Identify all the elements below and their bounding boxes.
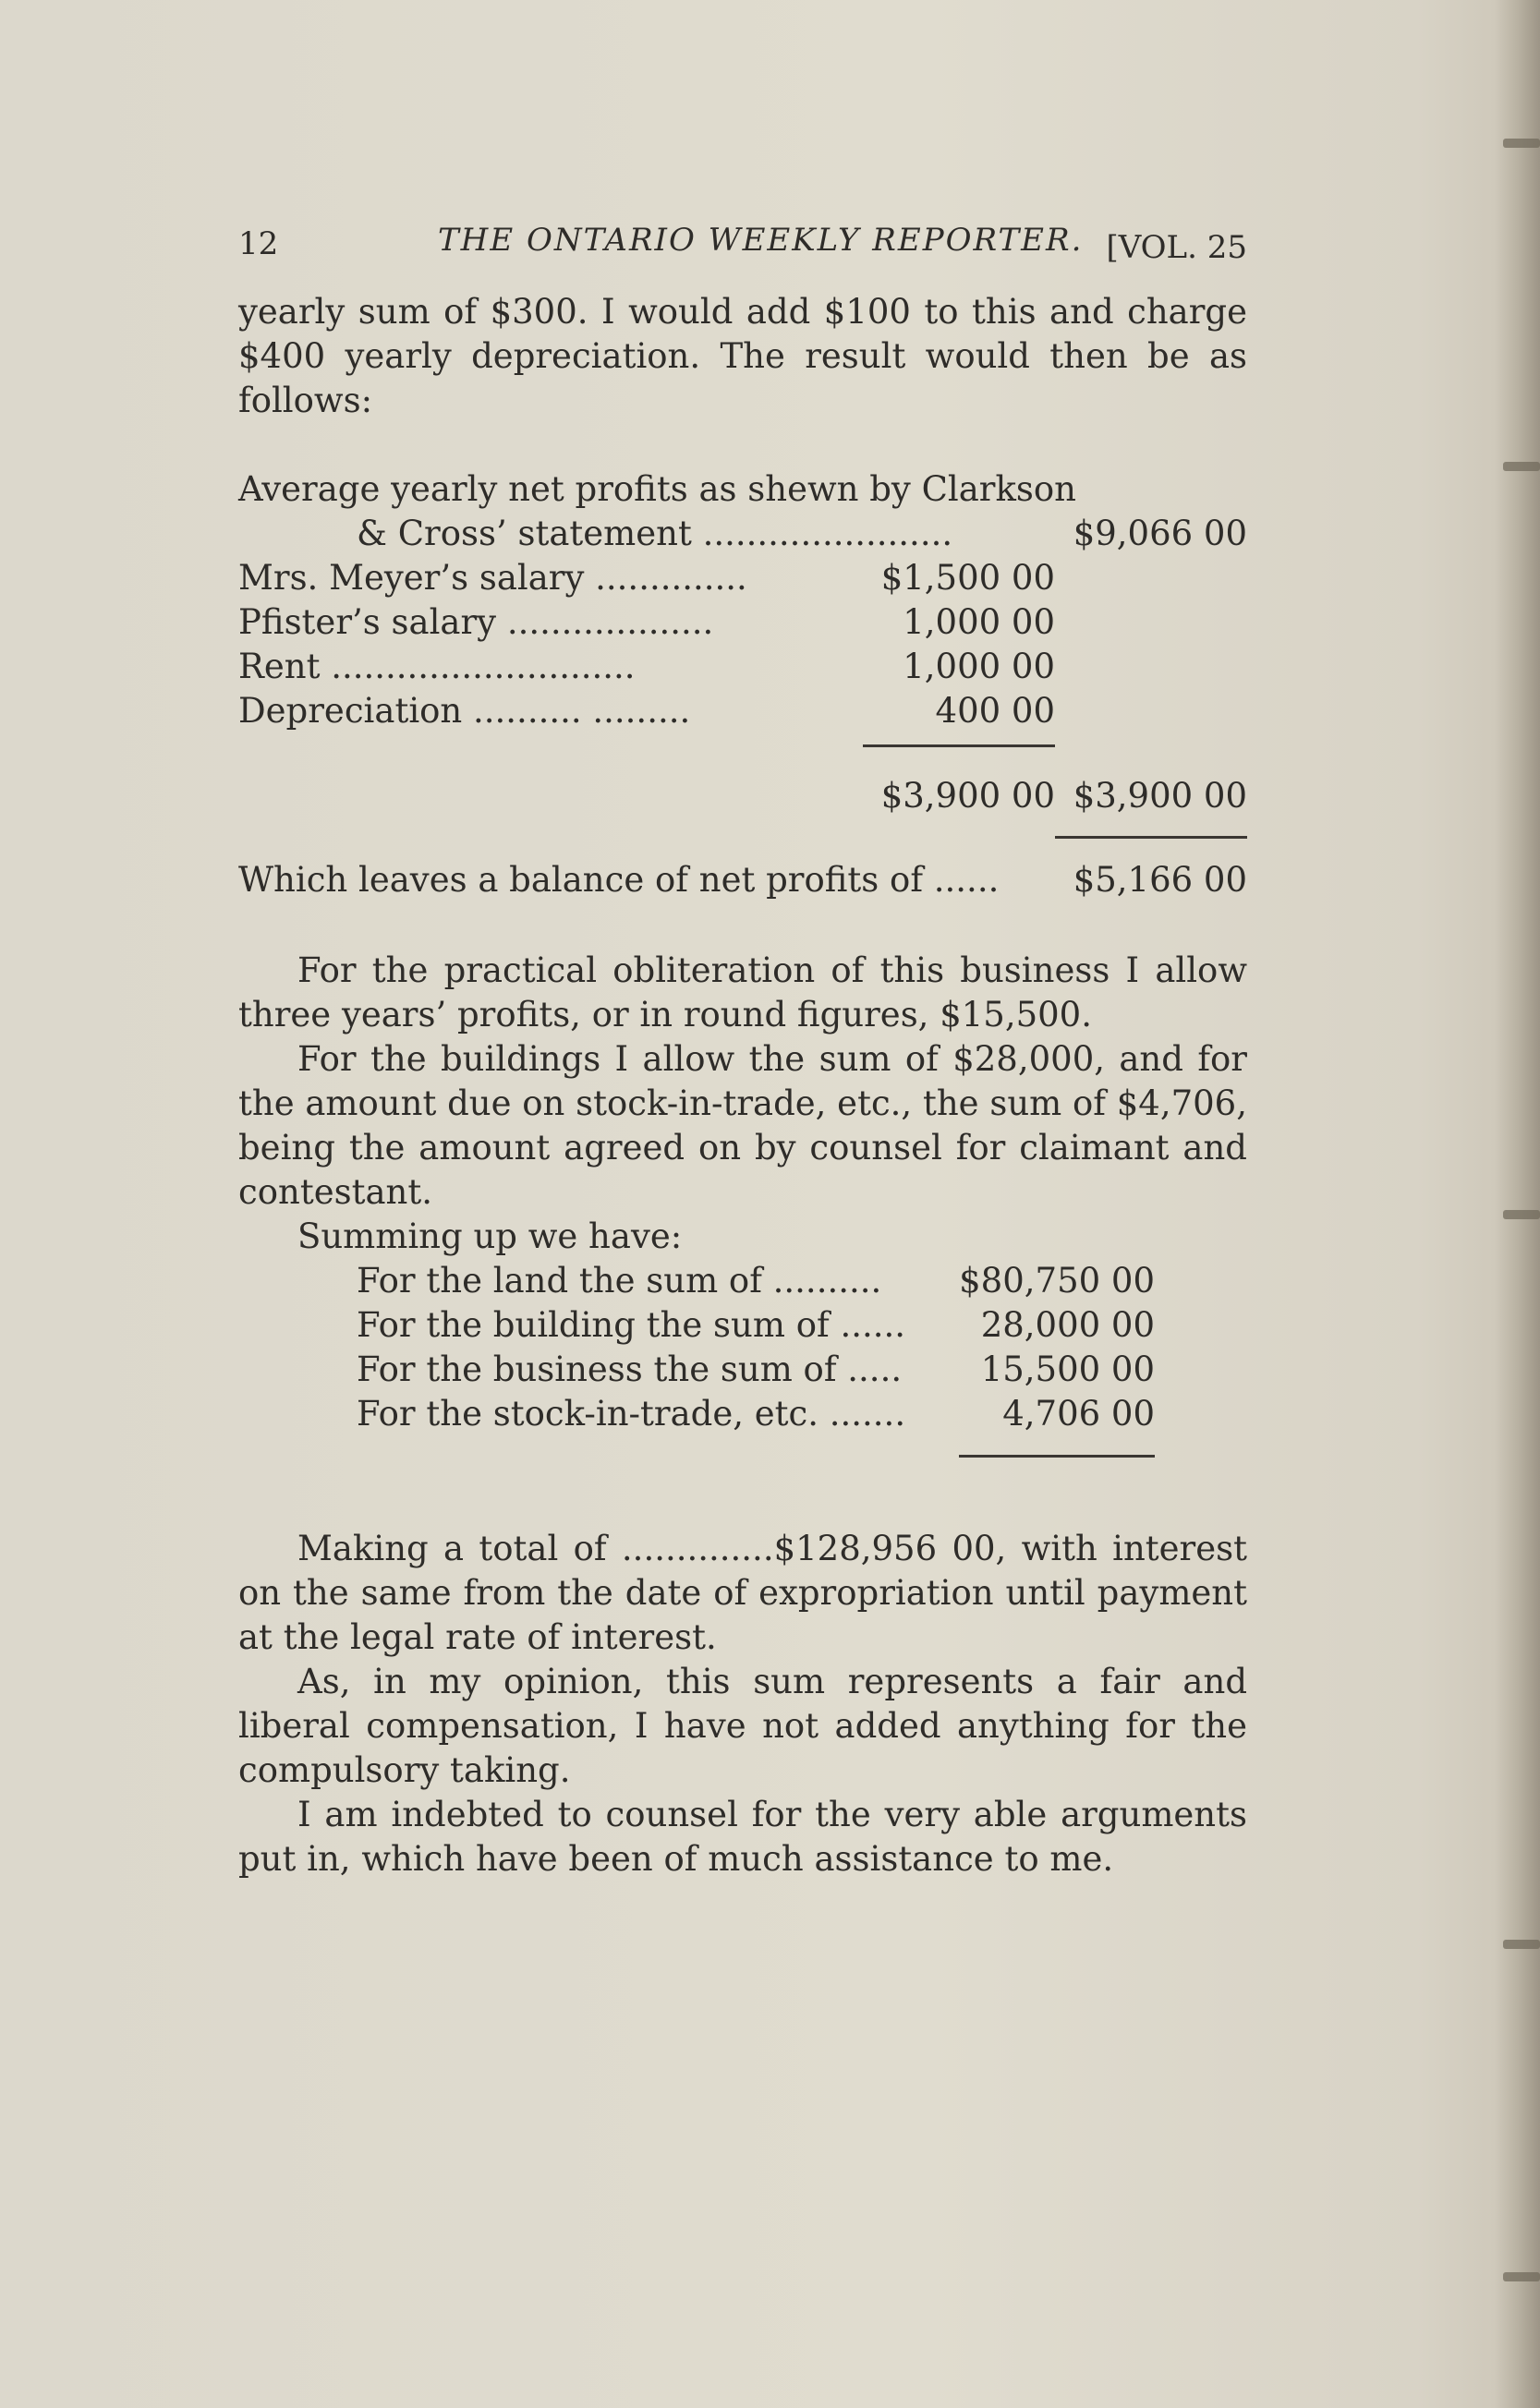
subtotal-rule (863, 744, 1055, 747)
summary-amount: 4,706 00 (1002, 1394, 1155, 1434)
ledger-subtotal-carried: $3,900 00 (1073, 776, 1247, 816)
ledger-item-amount: 1,000 00 (903, 647, 1055, 686)
summary-amount: $80,750 00 (959, 1261, 1155, 1301)
buildings-paragraph: For the buildings I allow the sum of $28,000, and for the amount due on stock-in-trade, etc., the sum of $4,706, being the amount agreed on by counsel for claimant and contestant. (238, 1039, 1247, 1212)
ledger-item-label: Depreciation .......... ......... (238, 691, 691, 731)
indebted-paragraph: I am indebted to counsel for the very able arguments put in, which have been of much assistance to me. (238, 1795, 1247, 1879)
binding-stitch (1503, 462, 1540, 471)
balance-rule (1055, 836, 1247, 839)
ledger-subtotal: $3,900 00 (880, 776, 1055, 816)
binding-stitch (1503, 1210, 1540, 1219)
ledger-item-amount: 400 00 (935, 691, 1055, 731)
summary-label: For the stock-in-trade, etc. ....... (357, 1394, 906, 1434)
balance-label: Which leaves a balance of net profits of ...... (238, 860, 1000, 900)
volume-label: [VOL. 25 (1106, 229, 1247, 266)
ledger-item-label: Pfister’s salary ................... (238, 602, 714, 642)
opinion-paragraph: As, in my opinion, this sum represents a fair and liberal compensation, I have not added anything for the compulsory taking. (238, 1662, 1247, 1790)
summary-label: For the land the sum of .......... (357, 1261, 882, 1301)
ledger-statement-label: & Cross’ statement ....................... (357, 514, 953, 553)
ledger-item-amount: 1,000 00 (903, 602, 1055, 642)
profit-ledger (238, 467, 1247, 832)
page-text (238, 203, 1247, 1882)
summary-label: For the business the sum of ..... (357, 1349, 903, 1389)
balance-block (238, 832, 1247, 910)
total-paragraph: Making a total of ..............$128,956 00, with interest on the same from the date of expropriation until payment at the legal rate of interest. (238, 1529, 1247, 1657)
ledger-item-label: Rent ............................ (238, 647, 636, 686)
summary-amount: 28,000 00 (980, 1305, 1155, 1345)
balance-amount: $5,166 00 (1073, 860, 1247, 900)
intro-paragraph: yearly sum of $300. I would add $100 to this and charge $400 yearly depreciation. The result would then be as follows: (238, 292, 1247, 420)
summary-table (238, 1259, 1247, 1527)
summing-up-line: Summing up we have: (297, 1216, 683, 1256)
summary-label: For the building the sum of ...... (357, 1305, 906, 1345)
journal-title: THE ONTARIO WEEKLY REPORTER. (438, 222, 1084, 259)
ledger-item-amount: $1,500 00 (880, 558, 1055, 598)
summary-amount: 15,500 00 (980, 1349, 1155, 1389)
binding-stitch (1503, 2272, 1540, 2281)
ledger-item-label: Mrs. Meyer’s salary .............. (238, 558, 747, 598)
ledger-statement-amount: $9,066 00 (1073, 514, 1247, 553)
business-paragraph: For the practical obliteration of this business I allow three years’ profits, or in round figures, $15,500. (238, 950, 1247, 1035)
summary-rule (959, 1455, 1155, 1458)
binding-stitch (1503, 139, 1540, 148)
ledger-heading: Average yearly net profits as shewn by Clarkson (238, 469, 1076, 509)
binding-stitch (1503, 1940, 1540, 1949)
running-header (238, 203, 1247, 266)
page-number: 12 (238, 225, 279, 262)
book-spine-shadow (1496, 0, 1540, 2408)
